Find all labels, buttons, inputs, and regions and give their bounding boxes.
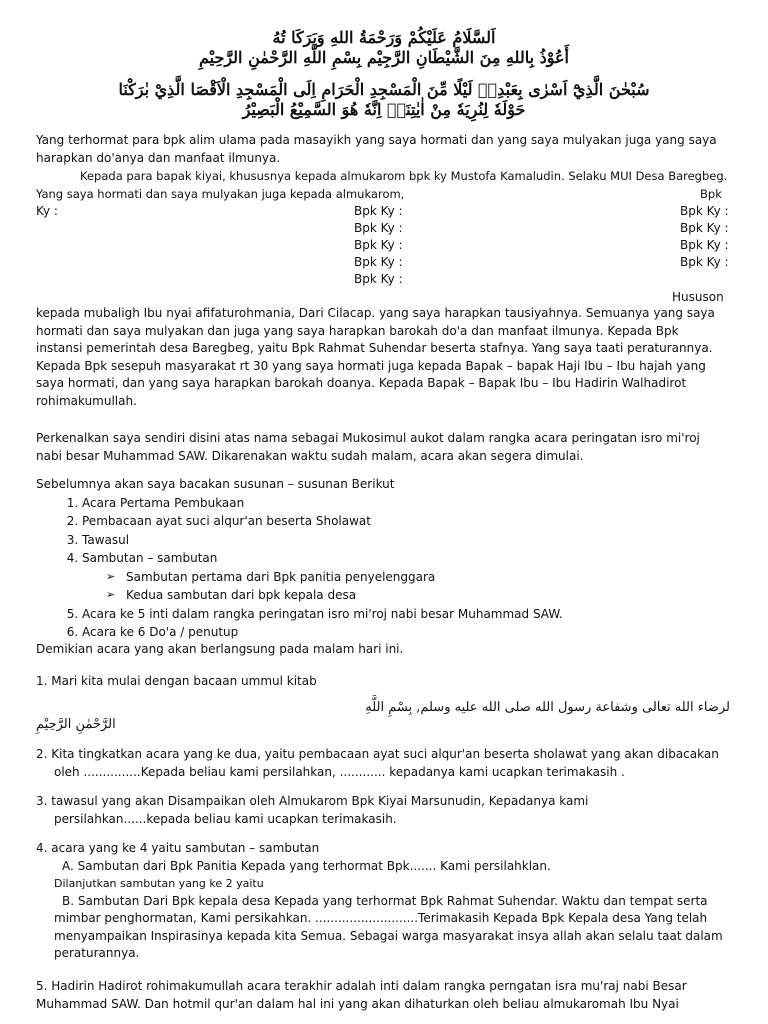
step-3-line-2: persilahkan......kepada beliau kami ucapkan terimakasih.: [54, 811, 397, 826]
ky-label-first: Ky :: [36, 204, 58, 218]
bpk-ky-col2-row1: Bpk Ky :: [354, 204, 403, 218]
agenda-item: [82, 512, 728, 531]
step-3-line-1: 3. tawasul yang akan Disampaikan oleh Almukarom Bpk Kiyai Marsunudin, Kepadanya kami: [36, 794, 589, 808]
agenda-item-label: Acara ke 5 inti dalam rangka peringatan isro mi'roj nabi besar Muhammad SAW.: [82, 606, 563, 621]
agenda-sub-item: [106, 586, 728, 605]
kiyai-line-2-left: Yang saya hormati dan saya mulyakan juga kepada almukarom,: [36, 187, 405, 201]
agenda-item-label: Acara Pertama Pembukaan: [82, 495, 245, 510]
mubaligh-paragraph: kepada mubaligh Ibu nyai afifaturohmania, Dari Cilacap. yang saya harapkan tausiyahnya. Semuanya yang saya hormati dan saya mulyakan dan juga yang saya harapkan barokah do'a dan manfaat ilmunya. Kepada Bpk instansi pemerintah desa Baregbeg, yaitu Bpk Rahmat Suhendar beserta stafnya. Yang saya taati peraturannya. Kepada Bpk sesepuh masyarakat rt 30 yang saya hormati juga kepada Bapak – bapak Haji Ibu – Ibu hajah yang saya hormati, dan yang saya harapkan barokah doanya. Kepada Bapak – Bapak Ibu – Ibu Hadirin Walhadirot rohimakumullah.: [36, 306, 715, 408]
bpk-ky-col2-row4: Bpk Ky :: [354, 255, 403, 269]
kiyai-line-2-right: Bpk: [700, 187, 722, 201]
susunan-section: [36, 476, 728, 642]
arabic-taawudz: أَعُوْذُ بِاللهِ مِنَ الشَّيْطَانِ الرَّجِيْم بِسْمِ اللَّهِ الرَّحْمٰنِ الرَّحِيْمِ: [198, 48, 569, 67]
bpk-ky-col2-row2: Bpk Ky :: [354, 221, 403, 235]
agenda-item: [82, 605, 728, 624]
step-1-arabic: لرضاء الله تعالى وشفاعة رسول الله صلى الله عليه وسلم, بِسْمِ اللَّهِ: [365, 700, 730, 715]
agenda-item-label: Acara ke 6 Do'a / penutup: [82, 625, 239, 639]
bpk-ky-col3-row1: Bpk Ky :: [680, 204, 729, 218]
arabic-ayat-line-1: سُبْحٰنَ الَّذِيْٓ اَسْرٰى بِعَبْدِهٖ لَيْلًا مِّنَ الْمَسْجِدِ الْحَرَامِ اِلَى الْمَسْجِدِ الْاَقْصَا الَّذِيْ بٰرَكْنَا: [118, 80, 650, 99]
step-4-b-3: menyampaikan Inspirasinya kepada kita Semua. Sebagai warga masyarakat insya allah akan selalu taat dalam: [54, 928, 723, 943]
agenda-item-label: Sambutan – sambutan: [82, 551, 218, 565]
step-3: [36, 793, 728, 828]
step-2: [36, 746, 728, 781]
bpk-ky-col2-row5: Bpk Ky :: [354, 272, 403, 286]
agenda-sub-item-label: Kedua sambutan dari bpk kepala desa: [126, 588, 357, 602]
step-1-arabic-2: الرَّحْمٰنِ الرَّحِيْمِ: [36, 717, 116, 732]
demikian-line: Demikian acara yang akan berlangsung pada malam hari ini.: [36, 642, 404, 656]
step-4-b-2: mimbar penghormatan, Kami persikahkan. ...........................Terimakasih Kepada Bpk Kepala desa Yang telah: [54, 911, 708, 925]
step-4-b-4: peraturannya.: [54, 946, 140, 960]
step-4-a: A. Sambutan dari Bpk Panitia Kepada yang terhormat Bpk....... Kami persilahklan.: [62, 858, 551, 873]
agenda-item: [82, 531, 728, 550]
agenda-sub-item-label: Sambutan pertama dari Bpk panitia penyelenggara: [126, 569, 436, 584]
hususon-label: Hususon: [672, 290, 724, 304]
step-5-line-1: 5. Hadirin Hadirot rohimakumullah acara terakhir adalah inti dalam rangka perngatan isra mu'raj nabi Besar: [36, 979, 687, 993]
arabic-salam: اَلسَّلَامُ عَلَيْكُمْ وَرَحْمَةُ اللهِ وَبَرَكَا تُهُ: [272, 28, 496, 47]
kiyai-section: [36, 168, 728, 186]
bpk-ky-col2-row3: Bpk Ky :: [354, 238, 403, 252]
perkenalan-paragraph: Perkenalkan saya sendiri disini atas nama sebagai Mukosimul aukot dalam rangka acara peringatan isro mi'roj nabi besar Muhammad SAW. Dikarenakan waktu sudah malam, acara akan segera dimulai.: [36, 431, 700, 463]
step-5-line-2: Muhammad SAW. Dan hotmil qur'an dalam hal ini yang akan dihaturkan oleh beliau almukaromah Ibu Nyai: [36, 996, 679, 1011]
agenda-item-label: Pembacaan ayat suci alqur'an beserta Sholawat: [82, 514, 371, 528]
kiyai-line-1: Kepada para bapak kiyai, khususnya kepada almukarom bpk ky Mustofa Kamaludin. Selaku MUI Desa Baregbeg.: [80, 169, 728, 183]
agenda-sub-item: [106, 568, 728, 587]
agenda-item: [82, 549, 728, 605]
step-1-line: 1. Mari kita mulai dengan bacaan ummul kitab: [36, 674, 317, 688]
arabic-ayat-line-2: حَوْلَهٗ لِنُرِيَهٗ مِنْ اٰيٰتِنَاۗ اِنَّهٗ هُوَ السَّمِيْعُ الْبَصِيْرُ: [242, 100, 526, 119]
agenda-sub-list: [82, 568, 728, 605]
step-4-lanjut: Dilanjutkan sambutan yang ke 2 yaitu: [54, 877, 264, 890]
agenda-item-label: Tawasul: [82, 532, 130, 547]
step-4-b-1: B. Sambutan Dari Bpk kepala desa Kepada yang terhormat Bpk Rahmat Suhendar. Waktu dan tempat serta: [62, 893, 708, 908]
susunan-intro: Sebelumnya akan saya bacakan susunan – susunan Berikut: [36, 477, 395, 491]
step-2-line-1: 2. Kita tingkatkan acara yang ke dua, yaitu pembacaan ayat suci alqur'an beserta sholawat yang akan dibacakan: [36, 747, 719, 761]
intro-paragraph: Yang terhormat para bpk alim ulama pada masayikh yang saya hormati dan yang saya mulyakan juga yang saya harapkan do'anya dan manfaat ilmunya.: [36, 133, 717, 165]
bpk-ky-col3-row3: Bpk Ky :: [680, 238, 729, 252]
agenda-item: [82, 623, 728, 642]
agenda-item: [82, 494, 728, 513]
step-4: [36, 840, 728, 963]
agenda-list: [36, 494, 728, 642]
bpk-ky-col3-row2: Bpk Ky :: [680, 221, 729, 235]
step-4-line-1: 4. acara yang ke 4 yaitu sambutan – sambutan: [36, 841, 320, 855]
step-5: [36, 978, 728, 1013]
step-2-line-2: oleh ...............Kepada beliau kami persilahkan, ............ kepadanya kami ucapkan terimakasih .: [54, 764, 625, 779]
bpk-ky-col3-row4: Bpk Ky :: [680, 255, 729, 269]
